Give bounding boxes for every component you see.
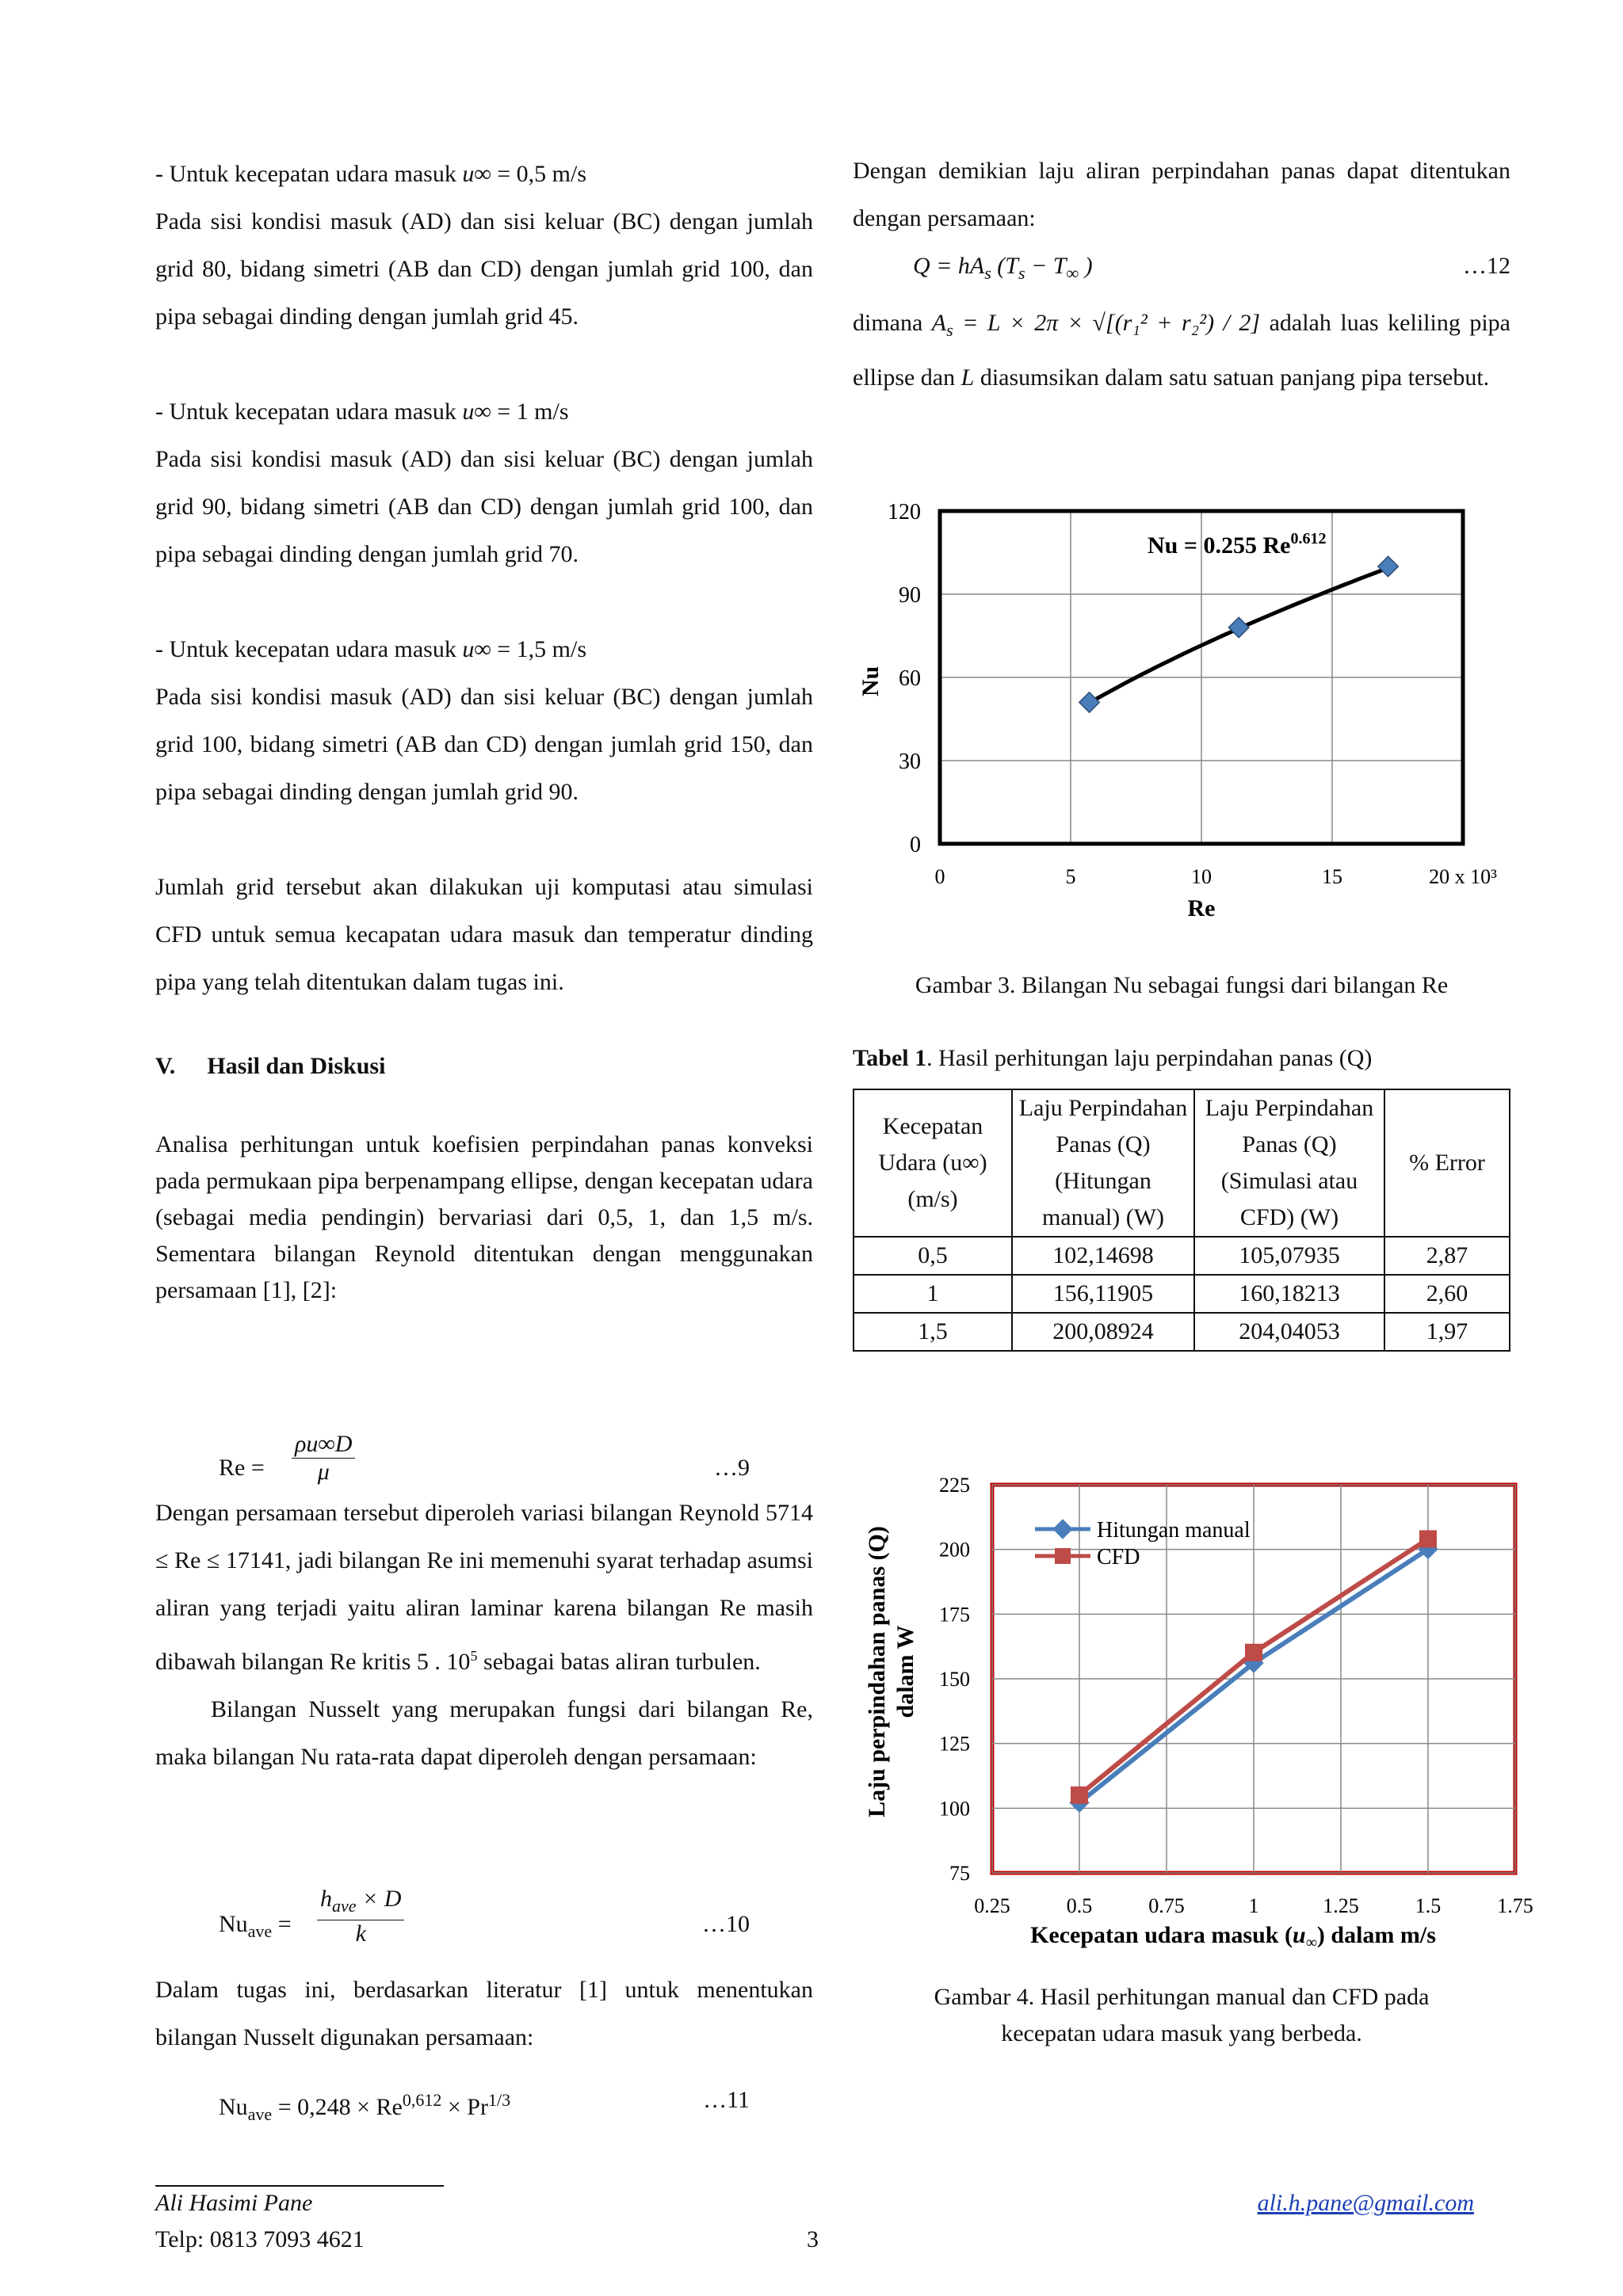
y-tick-label: 120: [888, 500, 921, 524]
data-points: [1079, 556, 1399, 712]
legend-marker-cfd: [1055, 1548, 1071, 1564]
legend-label-manual: Hitungan manual: [1097, 1518, 1251, 1543]
data-point: [1378, 556, 1398, 576]
results-table: [853, 1089, 1510, 1352]
table-cell: 1: [854, 1275, 1012, 1313]
table-cell: 204,04053: [1194, 1313, 1384, 1351]
table-cell: 1,97: [1384, 1313, 1510, 1351]
x-tick-label: 0: [934, 865, 945, 888]
y-axis-label: Nu: [857, 666, 884, 697]
table-cell: 156,11905: [1012, 1275, 1194, 1313]
y-axis-label-line1: Laju perpindahan panas (Q): [864, 1526, 890, 1817]
figure-4-caption: Gambar 4. Hasil perhitungan manual dan CFD pada kecepatan udara masuk yang berbeda.: [934, 1984, 1430, 2046]
table-cell: 2,87: [1384, 1237, 1510, 1275]
x-tick-label: 10: [1191, 865, 1212, 888]
y-tick-label: 90: [899, 583, 921, 608]
footer-author: Ali Hasimi Pane: [155, 2190, 313, 2216]
table-header-row: [854, 1089, 1510, 1237]
y-tick-label: 225: [939, 1474, 970, 1497]
table-header: Laju Perpindahan Panas (Q) (Hitungan manual) (W): [1012, 1089, 1194, 1237]
table-row: [854, 1237, 1510, 1275]
x-tick-label: 0.5: [1066, 1894, 1093, 1917]
legend-marker-manual: [1052, 1519, 1072, 1539]
x-axis-ticks: [935, 865, 1498, 888]
paragraph-nusselt: Bilangan Nusselt yang merupakan fungsi dari bilangan Re, maka bilangan Nu rata-rata dapat diperoleh dengan persamaan:: [155, 1696, 813, 1770]
section-heading: V. Hasil dan Diskusi: [155, 1053, 386, 1079]
legend: [1035, 1518, 1251, 1569]
paragraph-analysis: Analisa perhitungan untuk koefisien perpindahan panas konveksi pada permukaan pipa berpenampang ellipse, dengan kecepatan udara (sebagai media pendingin) bervariasi dari 0,5, 1, dan 1,5 m/s. Sementara bilangan Reynold ditentukan dengan menggunakan persamaan [1], [2]:: [155, 1131, 813, 1303]
footer-phone: Telp: 0813 7093 4621: [155, 2226, 365, 2252]
data-point: [1419, 1530, 1437, 1547]
y-tick-label: 100: [939, 1797, 970, 1821]
y-tick-label: 75: [949, 1862, 970, 1885]
paragraph-literature: Dalam tugas ini, berdasarkan literatur [1] untuk menentukan bilangan Nusselt digunakan persamaan:: [155, 1977, 813, 2050]
table-cell: 2,60: [1384, 1275, 1510, 1313]
table-row: [854, 1313, 1510, 1351]
y-tick-label: 60: [899, 666, 921, 691]
heading-velocity-1-5: - Untuk kecepatan udara masuk u∞ = 1,5 m/s: [155, 636, 587, 662]
paragraph-grid-summary: Jumlah grid tersebut akan dilakukan uji komputasi atau simulasi CFD untuk semua kecapatan udara masuk dan temperatur dinding pipa yang telah ditentukan dalam tugas ini.: [155, 874, 813, 995]
y-axis-label-line2: dalam W: [892, 1625, 918, 1718]
x-tick-label: 1.5: [1415, 1894, 1442, 1917]
y-tick-label: 125: [939, 1732, 970, 1756]
x-axis-ticks: [974, 1894, 1533, 1917]
table-cell: 200,08924: [1012, 1313, 1194, 1351]
equation-11: $Nu_{ave} = 0,248 \times Re^{0,612} \times Pr^{1/3}$ …11: [219, 2087, 750, 2124]
heading-velocity-1: - Untuk kecepatan udara masuk u∞ = 1 m/s: [155, 399, 569, 425]
x-tick-label: 5: [1065, 865, 1076, 888]
y-axis-ticks: [888, 500, 921, 857]
left-column: [155, 151, 813, 1309]
data-point: [1079, 692, 1099, 712]
table-1-caption: Tabel 1. Hasil perhitungan laju perpindahan panas (Q): [853, 1045, 1373, 1071]
table-cell: 105,07935: [1194, 1237, 1384, 1275]
paragraph-grid-1: Pada sisi kondisi masuk (AD) dan sisi keluar (BC) dengan jumlah grid 90, bidang simetri (AB dan CD) dengan jumlah grid 100, dan pipa sebagai dinding dengan jumlah grid 70.: [155, 446, 813, 567]
y-tick-label: 150: [939, 1668, 970, 1691]
footer-email-link[interactable]: ali.h.pane@gmail.com: [1257, 2190, 1474, 2216]
table-header: % Error: [1384, 1089, 1510, 1237]
data-point: [1228, 617, 1248, 637]
table-header: Kecepatan Udara (u∞) (m/s): [854, 1089, 1012, 1237]
table-cell: 102,14698: [1012, 1237, 1194, 1275]
x-axis-label: Re: [1187, 895, 1216, 921]
trendline-equation: Nu = 0.255 $Re^{0.612}$: [1148, 530, 1327, 559]
y-tick-label: 30: [899, 749, 921, 774]
table-header: Laju Perpindahan Panas (Q) (Simulasi atau CFD) (W): [1194, 1089, 1384, 1237]
paragraph-heat-rate: Dengan demikian laju aliran perpindahan panas dapat ditentukan dengan persamaan:: [853, 158, 1510, 231]
table-cell: 0,5: [854, 1237, 1012, 1275]
x-tick-label: 1.25: [1323, 1894, 1359, 1917]
equation-9: Re = $\frac{\rho u\infty D}{\mu}$ …9: [219, 1431, 750, 1485]
y-tick-label: 0: [910, 833, 921, 857]
x-tick-label: 0.75: [1148, 1894, 1185, 1917]
paragraph-area-definition: dimana $A_s = L \times 2\pi \times √[(r_1^2 + r_2^2) / 2]$ adalah luas keliling pipa ellipse dan L diasumsikan dalam satu satuan panjang pipa tersebut.: [853, 310, 1510, 391]
paragraph-grid-0-5: Pada sisi kondisi masuk (AD) dan sisi keluar (BC) dengan jumlah grid 80, bidang simetri (AB dan CD) dengan jumlah grid 100, dan pipa sebagai dinding dengan jumlah grid 45.: [155, 208, 813, 330]
heading-velocity-0-5: - Untuk kecepatan udara masuk u∞ = 0,5 m/s: [155, 161, 587, 187]
table-cell: 160,18213: [1194, 1275, 1384, 1313]
equation-10: $Nu_{ave}$ = $h_{ave} \times D$ k …10: [219, 1886, 750, 1947]
equation-12: $Q = hA_s$ ($T_s - T_\infty$ ) …12: [913, 253, 1510, 283]
x-tick-label: 15: [1322, 865, 1342, 888]
y-tick-label: 175: [939, 1603, 970, 1627]
data-point: [1245, 1644, 1262, 1661]
x-tick-label: 0.25: [974, 1894, 1010, 1917]
page-number: 3: [807, 2226, 819, 2252]
paragraph-grid-1-5: Pada sisi kondisi masuk (AD) dan sisi keluar (BC) dengan jumlah grid 100, bidang simetri (AB dan CD) dengan jumlah grid 150, dan pipa sebagai dinding dengan jumlah grid 90.: [155, 684, 813, 805]
y-tick-label: 200: [939, 1538, 970, 1562]
figure-4-heat-rate-chart: [853, 1458, 1533, 1965]
figure-3-caption: Gambar 3. Bilangan Nu sebagai fungsi dari bilangan Re: [915, 972, 1449, 998]
y-axis-ticks: [939, 1474, 970, 1885]
table-row: [854, 1275, 1510, 1313]
x-tick-label: 1: [1248, 1894, 1259, 1917]
paragraph-reynolds-range: Dengan persamaan tersebut diperoleh variasi bilangan Reynold 5714 ≤ Re ≤ 17141, jadi bilangan Re ini memenuhi syarat terhadap asumsi aliran yang terjadi yaitu aliran laminar karena bilangan Re masih dibawah bilangan Re kritis 5 . $10^5$ sebagai batas aliran turbulen.: [155, 1500, 813, 1675]
right-column: [853, 147, 1510, 402]
x-tick-label: 20 x 10³: [1429, 865, 1497, 888]
x-tick-label: 1.75: [1497, 1894, 1533, 1917]
legend-label-cfd: CFD: [1097, 1545, 1140, 1569]
x-axis-label: Kecepatan udara masuk $(u_\infty)$ dalam m/s: [1030, 1922, 1436, 1951]
data-point: [1071, 1787, 1088, 1804]
table-cell: 1,5: [854, 1313, 1012, 1351]
figure-3-nu-vs-re: [853, 491, 1510, 935]
